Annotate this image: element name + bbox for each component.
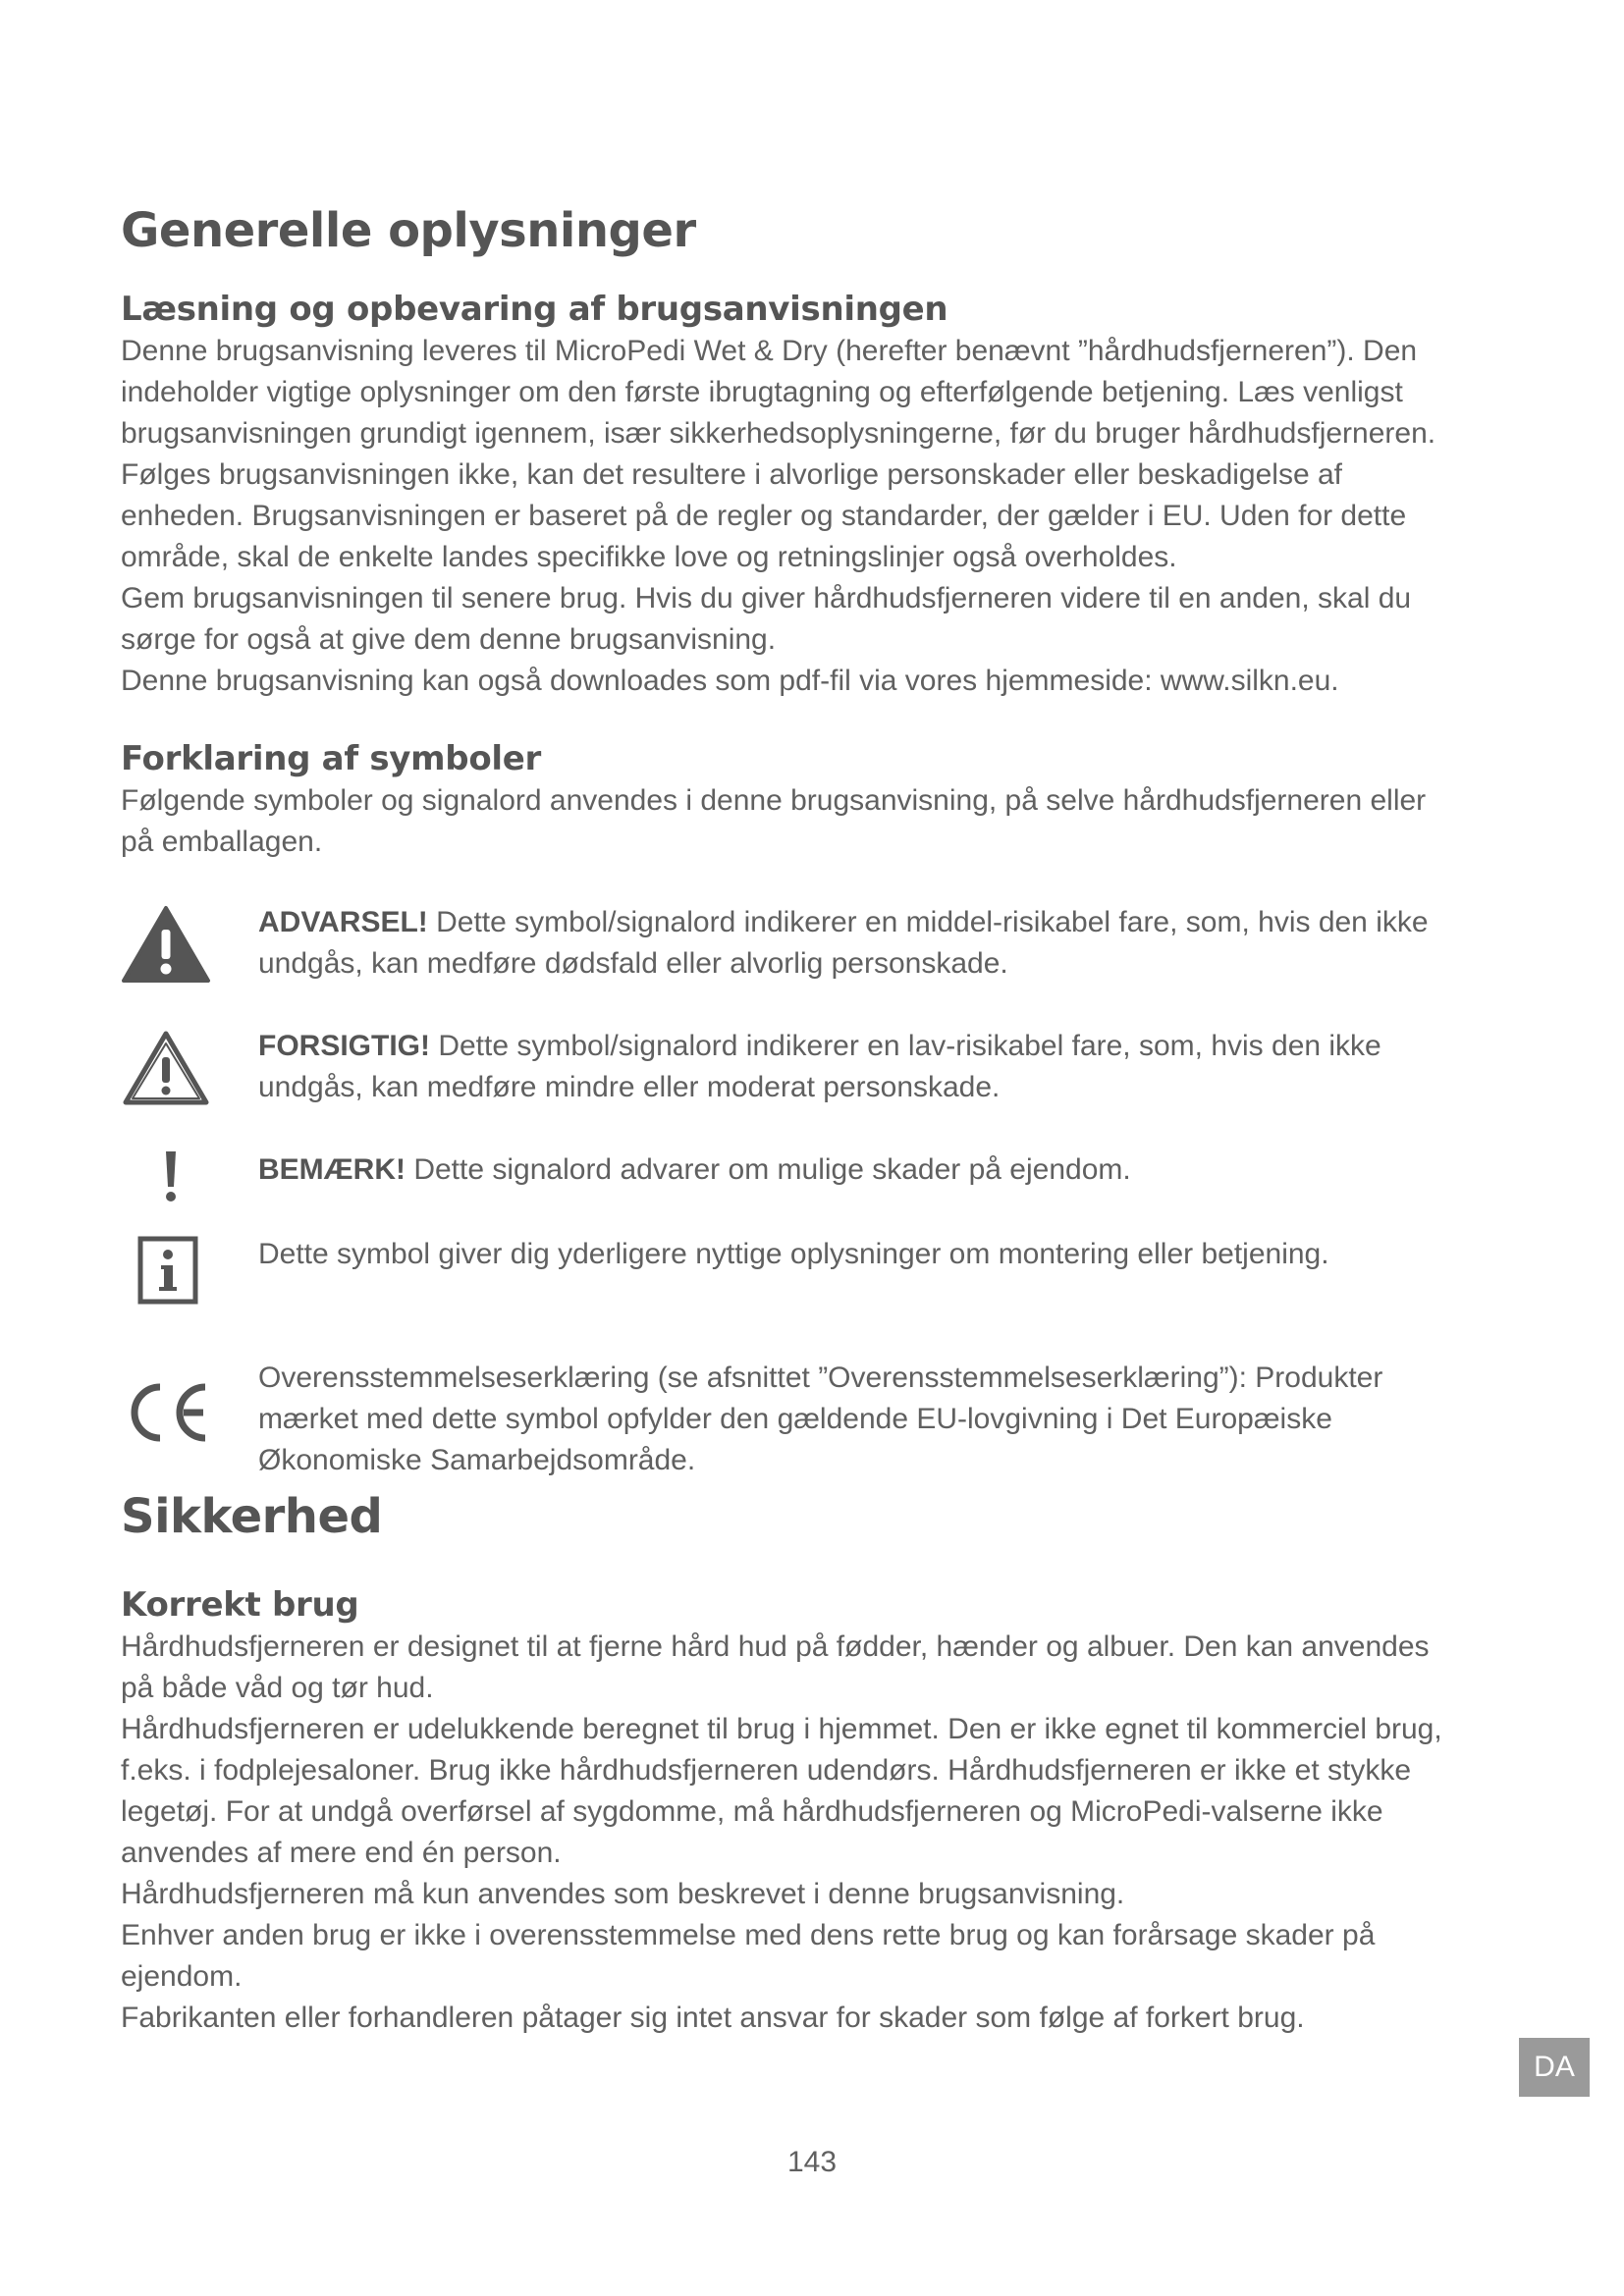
info-description: Dette symbol giver dig yderligere nyttige oplysninger om montering eller betjening.	[258, 1238, 1329, 1270]
page-number: 143	[786, 2146, 838, 2178]
page-content	[121, 201, 1446, 2039]
caution-description: Dette symbol/signalord indikerer en lav-risikabel fare, som, hvis den ikke undgås, kan medføre mindre eller moderat personskade.	[258, 1030, 1381, 1103]
notice-keyword: BEMÆRK!	[258, 1153, 406, 1186]
language-tab: DA	[1519, 2038, 1590, 2097]
info-icon	[137, 1236, 198, 1305]
ce-description: Overensstemmelseserklæring (se afsnittet ”Overensstemmelseserklæring”): Produkter mærket med dette symbol opfylder den gældende EU-lovgivning i Det Europæiske Økonomiske Samarbejdsområde.	[258, 1362, 1383, 1476]
ce-mark-icon	[121, 1381, 211, 1444]
symbol-row-notice	[121, 1149, 1446, 1234]
subsection-symbols	[121, 737, 1446, 1475]
correct-use-paragraph-3: Hårdhudsfjerneren må kun anvendes som beskrevet i denne brugsanvisning.	[121, 1878, 1125, 1910]
reading-paragraph-3: Denne brugsanvisning kan også downloades som pdf-fil via vores hjemmeside: www.silkn.eu.	[121, 665, 1339, 697]
correct-use-paragraph-5: Fabrikanten eller forhandleren påtager sig intet ansvar for skader som følge af forkert brug.	[121, 2002, 1305, 2034]
correct-use-paragraph-1: Hårdhudsfjerneren er designet til at fjerne hård hud på fødder, hænder og albuer. Den kan anvendes på både våd og tør hud.	[121, 1630, 1430, 1704]
symbol-list	[121, 902, 1446, 1475]
subsection-title-reading: Læsning og opbevaring af brugsanvisningen	[121, 290, 948, 329]
reading-paragraph-2: Gem brugsanvisningen til senere brug. Hvis du giver hårdhudsfjerneren videre til en anden, skal du sørge for også at give dem denne brugsanvisning.	[121, 582, 1412, 656]
correct-use-paragraph-2: Hårdhudsfjerneren er udelukkende beregnet til brug i hjemmet. Den er ikke egnet til kommerciel brug, f.eks. i fodplejesaloner. Brug ikke hårdhudsfjerneren udendørs. Hårdhudsfjerneren er ikke et stykke legetøj. For at undgå overførsel af sygdomme, må hårdhudsfjerneren og MicroPedi-valserne ikke anvendes af mere end én person.	[121, 1713, 1442, 1869]
subsection-title-symbols: Forklaring af symboler	[121, 739, 541, 778]
subsection-correct-use	[121, 1583, 1446, 2039]
subsection-title-correct-use: Korrekt brug	[121, 1585, 359, 1625]
symbol-row-caution	[121, 1026, 1446, 1149]
reading-paragraph-1: Denne brugsanvisning leveres til MicroPedi Wet & Dry (herefter benævnt ”hårdhudsfjerneren”). Den indeholder vigtige oplysninger om den første ibrugtagning og efterfølgende betjening. Læs venligst brugsanvisningen grundigt igennem, især sikkerhedsoplysningerne, før du bruger hårdhudsfjerneren. Følges brugsanvisningen ikke, kan det resultere i alvorlige personskader eller beskadigelse af enheden. Brugsanvisningen er baseret på de regler og standarder, der gælder i EU. Uden for dette område, skal de enkelte landes specifikke love og retningslinjer også overholdes.	[121, 335, 1436, 573]
exclamation-icon	[165, 1149, 177, 1204]
warning-filled-icon	[121, 904, 211, 985]
symbol-row-warning	[121, 902, 1446, 1026]
symbols-intro: Følgende symboler og signalord anvendes i denne brugsanvisning, på selve hårdhudsfjerneren eller på emballagen.	[121, 784, 1427, 858]
symbol-row-info	[121, 1234, 1446, 1358]
section-title-safety: Sikkerhed	[121, 1489, 383, 1544]
warning-description: Dette symbol/signalord indikerer en middel-risikabel fare, som, hvis den ikke undgås, kan medføre dødsfald eller alvorlig personskade.	[258, 906, 1429, 980]
warning-keyword: ADVARSEL!	[258, 906, 428, 938]
caution-keyword: FORSIGTIG!	[258, 1030, 430, 1062]
correct-use-paragraph-4: Enhver anden brug er ikke i overensstemmelse med dens rette brug og kan forårsage skader på ejendom.	[121, 1919, 1376, 1993]
notice-description: Dette signalord advarer om mulige skader på ejendom.	[406, 1153, 1131, 1186]
caution-outline-icon	[121, 1028, 211, 1108]
symbol-row-ce	[121, 1358, 1446, 1475]
section-title-general: Generelle oplysninger	[121, 203, 696, 258]
subsection-reading	[121, 288, 1446, 702]
